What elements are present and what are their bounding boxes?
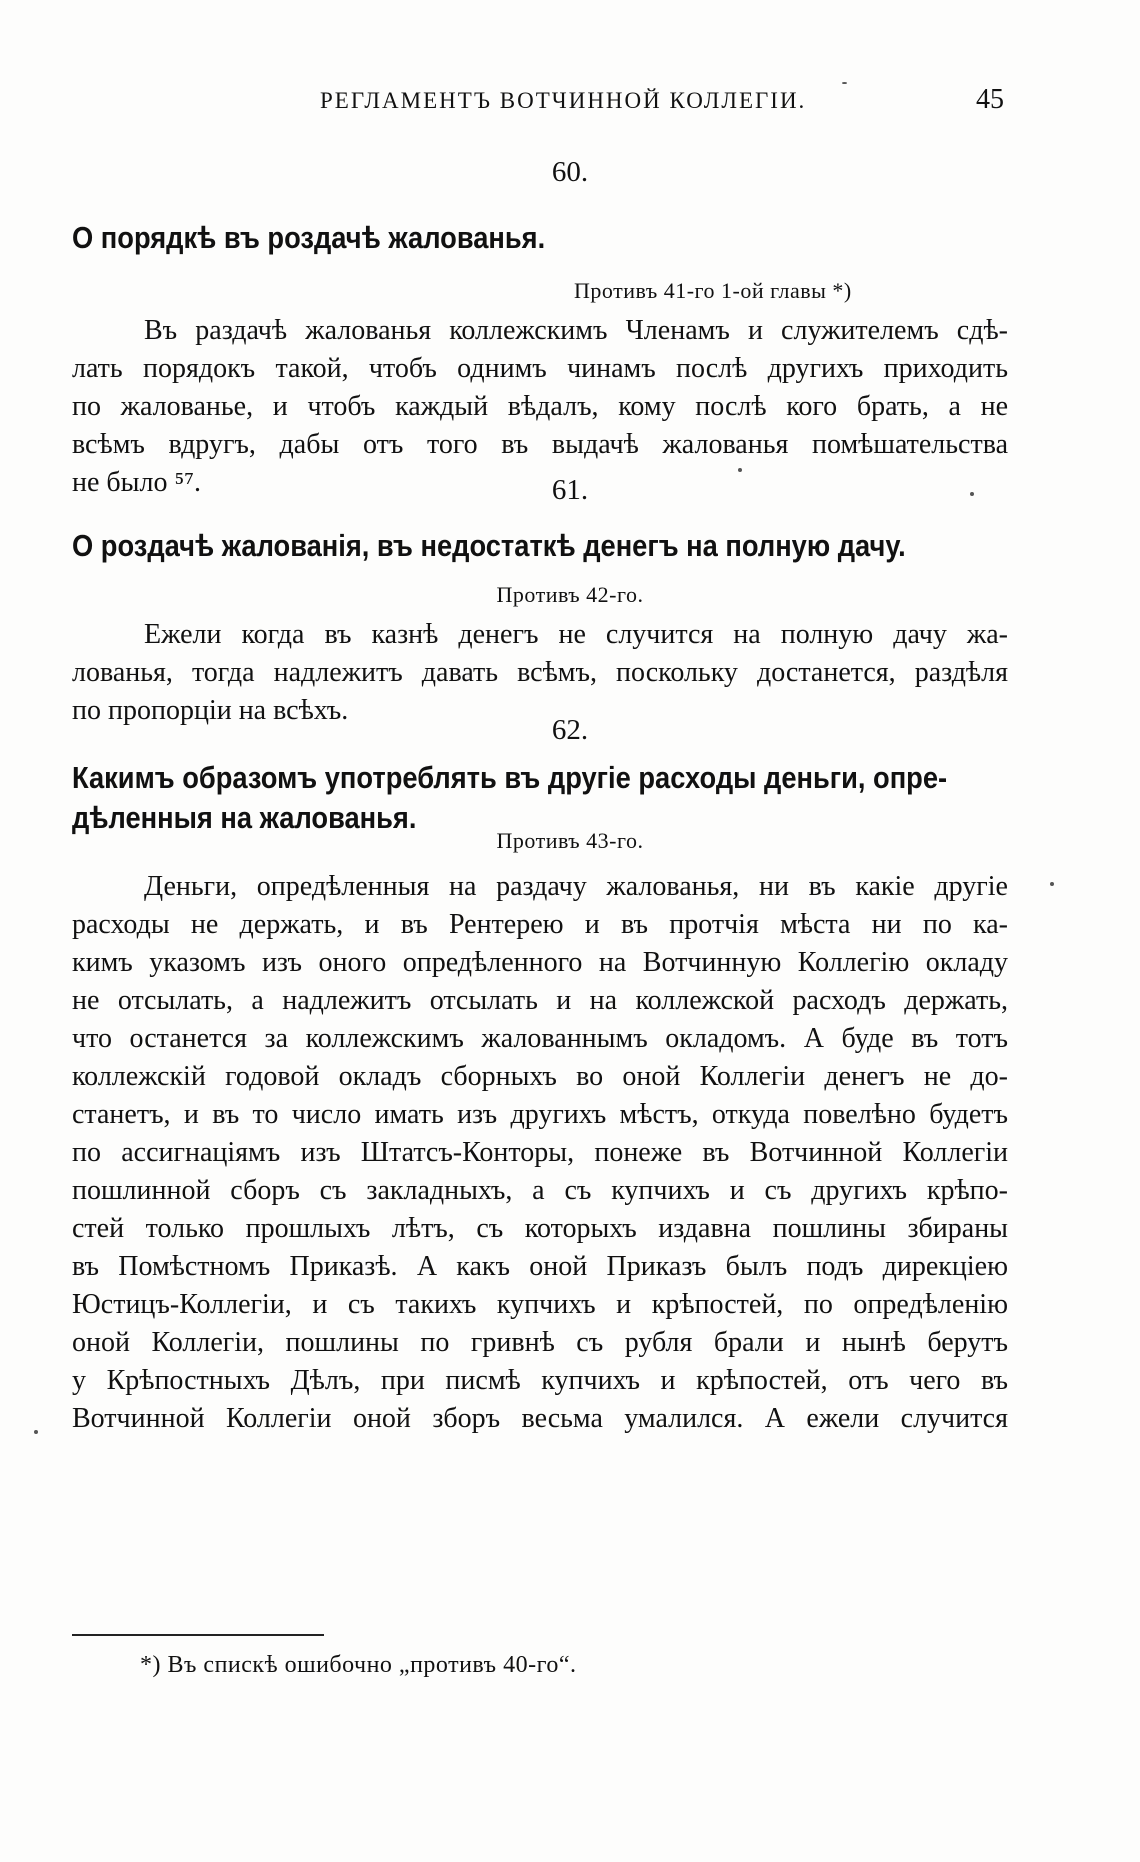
text-line: станетъ, и въ то число имать изъ другихъ мѣстъ, откуда повелѣно будетъ — [72, 1099, 1008, 1130]
section-reference-60: Противъ 41-го 1-ой главы *) — [574, 278, 852, 303]
text-line: всѣмъ вдругъ, дабы отъ того въ выдачѣ жалованья помѣшательства — [72, 429, 1008, 460]
scan-speck — [738, 468, 742, 472]
section-text-61 — [72, 616, 1008, 730]
text-line: по ассигнаціямъ изъ Штатсъ-Конторы, понеже въ Вотчинной Коллегіи — [72, 1137, 1008, 1168]
section-number-62: 62. — [551, 714, 589, 746]
section-reference-61: Противъ 42-го. — [496, 582, 644, 607]
scan-speck — [842, 82, 847, 84]
scan-speck — [34, 1430, 38, 1434]
text-line: Ежели когда въ казнѣ денегъ не случится на полную дачу жа- — [144, 619, 1008, 650]
text-line: коллежскій годовой окладъ сборныхъ во оной Коллегіи денегъ не до- — [72, 1061, 1008, 1092]
text-line: Деньги, опредѣленныя на раздачу жалованья, ни въ какіе другіе — [144, 871, 1008, 902]
heading-line: дѣленныя на жалованья. — [72, 800, 417, 835]
text-line: лать порядокъ такой, чтобъ однимъ чинамъ послѣ другихъ приходить — [72, 353, 1008, 384]
section-heading-61: О роздачѣ жалованія, въ недостаткѣ денегъ на полную дачу. — [72, 528, 906, 563]
text-line: Вотчинной Коллегіи оной зборъ весьма умалился. А ежели случится — [72, 1403, 1008, 1434]
text-line: лованья, тогда надлежитъ давать всѣмъ, поскольку достанется, раздѣля — [72, 657, 1008, 688]
section-number-61: 61. — [551, 474, 589, 506]
text-line: стей только прошлыхъ лѣтъ, съ которыхъ издавна пошлины збираны — [72, 1213, 1008, 1244]
section-reference-62: Противъ 43-го. — [496, 828, 644, 853]
text-line: кимъ указомъ изъ оного опредѣленного на Вотчинную Коллегію окладу — [72, 947, 1008, 978]
text-line: не отсылать, а надлежитъ отсылать и на коллежской расходъ держать, — [72, 985, 1008, 1016]
text-line: что останется за коллежскимъ жалованнымъ окладомъ. А буде въ тотъ — [72, 1023, 1008, 1054]
text-line: Юстицъ-Коллегіи, и съ такихъ купчихъ и крѣпостей, по опредѣленію — [72, 1289, 1008, 1320]
text-line: пошлинной сборъ съ закладныхъ, а съ купчихъ и съ другихъ крѣпо- — [72, 1175, 1008, 1206]
text-line: у Крѣпостныхъ Дѣлъ, при писмѣ купчихъ и крѣпостей, отъ чего въ — [72, 1365, 1008, 1396]
text-line: по жалованье, и чтобъ каждый вѣдалъ, кому послѣ кого брать, а не — [72, 391, 1008, 422]
text-line: въ Помѣстномъ Приказѣ. А какъ оной Приказъ былъ подъ дирекціею — [72, 1251, 1008, 1282]
text-line: не было ⁵⁷. — [72, 467, 201, 498]
page-number: 45 — [976, 84, 1004, 115]
section-number-60: 60. — [551, 156, 589, 188]
scan-speck — [970, 492, 974, 496]
text-line: по пропорціи на всѣхъ. — [72, 695, 349, 726]
section-heading-60: О порядкѣ въ роздачѣ жалованья. — [72, 220, 546, 255]
running-head — [0, 84, 1140, 124]
footnote: *) Въ спискѣ ошибочно „противъ 40-го“. — [140, 1652, 577, 1678]
text-line: расходы не держать, и въ Рентерею и въ протчія мѣста ни по ка- — [72, 909, 1008, 940]
running-head-title: РЕГЛАМЕНТЪ ВОТЧИННОЙ КОЛЛЕГІИ. — [320, 88, 807, 113]
scan-speck — [1050, 882, 1054, 886]
section-heading-62 — [72, 758, 1014, 838]
heading-line: Какимъ образомъ употреблять въ другіе расходы деньги, опре- — [72, 760, 948, 795]
text-line: Въ раздачѣ жалованья коллежскимъ Членамъ и служителемъ сдѣ- — [144, 315, 1008, 346]
footnote-divider — [72, 1634, 324, 1636]
section-text-62 — [72, 868, 1008, 1438]
text-line: оной Коллегіи, пошлины по гривнѣ съ рубля брали и нынѣ берутъ — [72, 1327, 1008, 1358]
